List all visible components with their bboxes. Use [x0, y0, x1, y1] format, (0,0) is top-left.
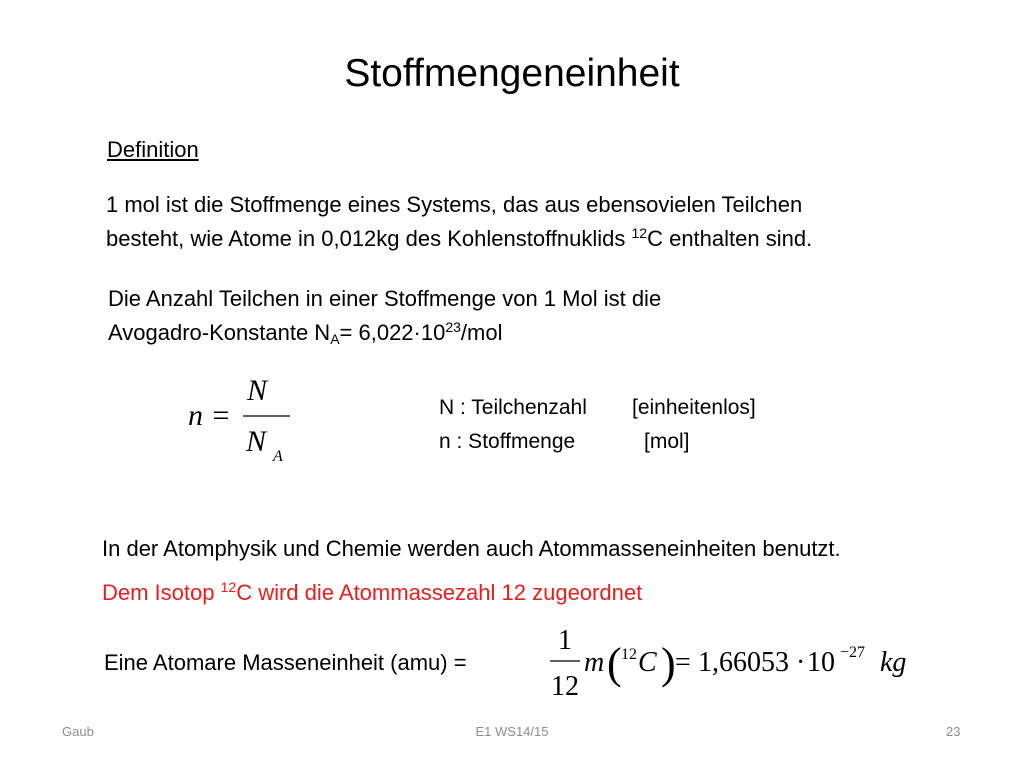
amu-equals: = [675, 647, 691, 678]
formula-denominator: N [246, 425, 267, 458]
amu-multiplication-dot: · [796, 647, 806, 678]
amu-fraction-denominator: 12 [551, 671, 579, 702]
amu-fraction-numerator: 1 [558, 625, 572, 656]
definition-line-2 [106, 222, 812, 256]
formula-lhs: n = [188, 399, 231, 432]
legend-unit-n: [mol] [644, 430, 690, 453]
definition-line-2-text-a: besteht, wie Atome in 0,012kg des Kohlenstoffnuklids [106, 226, 632, 251]
legend-unit-N: [einheitenlos] [632, 396, 756, 419]
definition-line-1: 1 mol ist die Stoffmenge eines Systems, das aus ebensovielen Teilchen [106, 192, 803, 217]
amu-formula [540, 622, 920, 706]
isotope-text-b: C wird die Atommassezahl 12 zugeordnet [236, 580, 643, 605]
amu-value: 1,66053 [698, 647, 789, 678]
footer-course: E1 WS14/15 [475, 724, 549, 739]
amu-close-paren: ) [661, 639, 676, 688]
symbol-legend [439, 391, 756, 459]
avogadro-text-c: /mol [460, 320, 503, 345]
avogadro-line-1: Die Anzahl Teilchen in einer Stoffmenge von 1 Mol ist die [108, 286, 662, 311]
avogadro-text-a: Avogadro-Konstante N [108, 320, 331, 345]
legend-symbol-n: n : Stoffmenge [439, 430, 576, 453]
definition-heading: Definition [107, 137, 199, 162]
amu-unit: kg [880, 647, 907, 678]
amu-label: Eine Atomare Masseneinheit (amu) = [104, 650, 467, 675]
avogadro-paragraph [108, 282, 661, 350]
avogadro-line-2 [108, 316, 661, 350]
amu-mass-symbol: m [584, 647, 605, 678]
definition-line-2-text-b: C enthalten sind. [647, 226, 813, 251]
amu-carbon-symbol: C [638, 647, 657, 678]
amu-base-ten: 10 [807, 647, 835, 678]
amu-open-paren: ( [607, 639, 622, 688]
footer-author: Gaub [62, 724, 94, 739]
legend-row-teilchenzahl [439, 391, 756, 425]
slide-title: Stoffmengeneinheit [344, 52, 680, 95]
legend-symbol-N: N : Teilchenzahl [439, 396, 587, 419]
formula-numerator: N [246, 374, 268, 407]
isotope-text-a: Dem Isotop [102, 580, 221, 605]
formula-denominator-subscript: A [273, 448, 283, 465]
amu-isotope-superscript: 12 [621, 646, 637, 663]
amu-exponent: −27 [840, 644, 866, 661]
footer-page-number: 23 [946, 724, 961, 739]
legend-row-stoffmenge [439, 425, 756, 459]
avogadro-exponent: 23 [445, 319, 461, 335]
stoffmenge-formula [180, 372, 310, 472]
atom-mass-sentence: In der Atomphysik und Chemie werden auch Atommasseneinheiten benutzt. [102, 536, 841, 561]
isotope-superscript: 12 [220, 579, 237, 595]
definition-paragraph [106, 188, 812, 256]
isotope-sentence [102, 580, 642, 606]
isotope-mass-superscript: 12 [631, 225, 648, 241]
avogadro-subscript: A [330, 331, 340, 347]
avogadro-text-b: = 6,022·10 [339, 320, 446, 345]
